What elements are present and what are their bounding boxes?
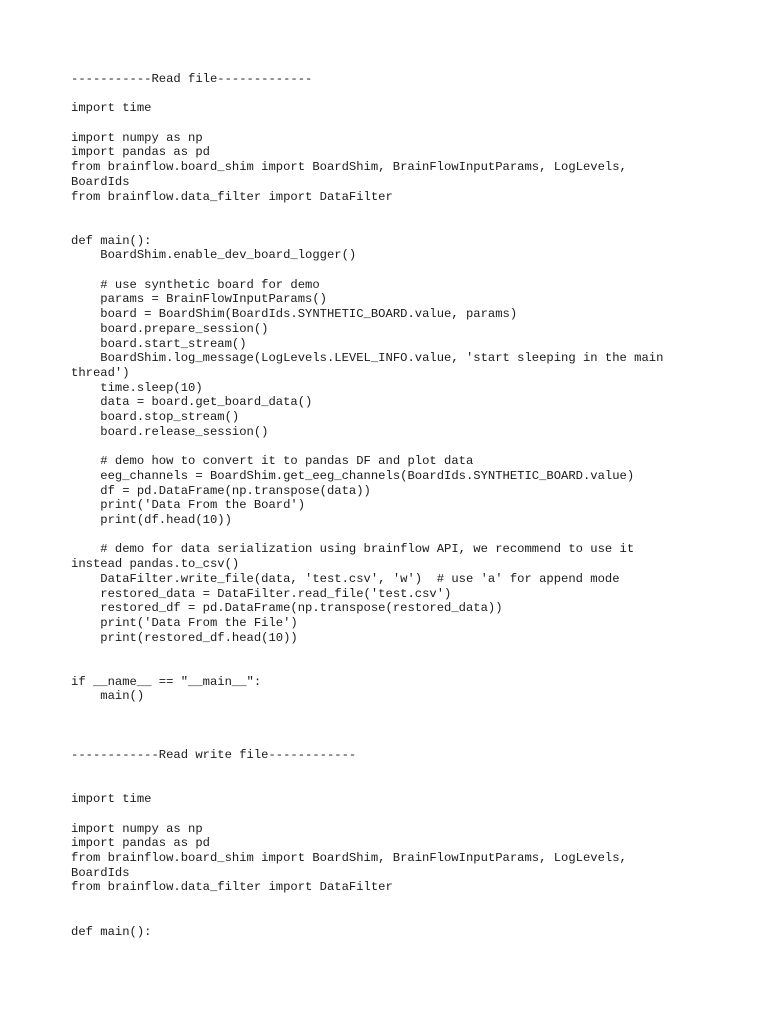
code-line — [71, 116, 731, 131]
code-line — [71, 204, 731, 219]
code-line: thread') — [71, 365, 130, 380]
code-line: BoardIds — [71, 865, 130, 880]
code-line: restored_df = pd.DataFrame(np.transpose(restored_data)) — [71, 601, 503, 616]
code-line: from brainflow.board_shim import BoardShim, BrainFlowInputParams, LogLevels, — [71, 851, 627, 866]
code-line — [71, 660, 731, 675]
code-line: print('Data From the Board') — [71, 498, 306, 513]
code-line — [71, 719, 731, 734]
code-line: DataFilter.write_file(data, 'test.csv', 'w') # use 'a' for append mode — [71, 571, 620, 586]
code-line: import numpy as np — [71, 130, 203, 145]
code-line: main() — [71, 689, 145, 704]
code-line: ------------Read write file------------ — [71, 748, 357, 763]
code-line: import time — [71, 101, 152, 116]
code-line: board.prepare_session() — [71, 321, 269, 336]
code-line: board.start_stream() — [71, 336, 247, 351]
code-line: from brainflow.data_filter import DataFilter — [71, 880, 393, 895]
code-line: from brainflow.board_shim import BoardShim, BrainFlowInputParams, LogLevels, — [71, 160, 627, 175]
code-line — [71, 645, 731, 660]
code-line — [71, 87, 731, 102]
code-line: print(restored_df.head(10)) — [71, 630, 298, 645]
code-line — [71, 895, 731, 910]
code-line: # use synthetic board for demo — [71, 277, 320, 292]
code-line — [71, 910, 731, 925]
code-line — [71, 528, 731, 543]
code-line: board.release_session() — [71, 424, 269, 439]
code-line: -----------Read file------------- — [71, 72, 313, 86]
code-line: BoardIds — [71, 174, 130, 189]
code-line: import time — [71, 792, 152, 807]
code-line: # demo how to convert it to pandas DF and plot data — [71, 454, 474, 469]
code-line: # demo for data serialization using brainflow API, we recommend to use it — [71, 542, 635, 557]
code-line — [71, 763, 731, 778]
code-line: import numpy as np — [71, 821, 203, 836]
code-line: def main(): — [71, 924, 152, 939]
code-line — [71, 263, 731, 278]
code-line: from brainflow.data_filter import DataFilter — [71, 189, 393, 204]
code-listing — [71, 72, 731, 939]
code-line: restored_data = DataFilter.read_file('test.csv') — [71, 586, 452, 601]
code-line — [71, 704, 731, 719]
code-line: BoardShim.enable_dev_board_logger() — [71, 248, 357, 263]
code-line — [71, 733, 731, 748]
code-line: data = board.get_board_data() — [71, 395, 313, 410]
code-line: board.stop_stream() — [71, 410, 240, 425]
code-line: df = pd.DataFrame(np.transpose(data)) — [71, 483, 371, 498]
code-line: board = BoardShim(BoardIds.SYNTHETIC_BOARD.value, params) — [71, 307, 518, 322]
code-line: print(df.head(10)) — [71, 513, 232, 527]
code-line: params = BrainFlowInputParams() — [71, 292, 327, 307]
code-line: if __name__ == "__main__": — [71, 674, 262, 689]
code-line: import pandas as pd — [71, 836, 210, 851]
code-line — [71, 778, 731, 793]
code-line — [71, 807, 731, 822]
code-line: time.sleep(10) — [71, 380, 203, 395]
code-line: BoardShim.log_message(LogLevels.LEVEL_INFO.value, 'start sleeping in the main — [71, 351, 664, 366]
code-line: print('Data From the File') — [71, 615, 298, 630]
code-line: eeg_channels = BoardShim.get_eeg_channels(BoardIds.SYNTHETIC_BOARD.value) — [71, 468, 635, 483]
code-line — [71, 440, 731, 455]
code-line: def main(): — [71, 233, 152, 248]
code-line: instead pandas.to_csv() — [71, 557, 240, 572]
code-line — [71, 219, 731, 234]
code-line: import pandas as pd — [71, 145, 210, 160]
